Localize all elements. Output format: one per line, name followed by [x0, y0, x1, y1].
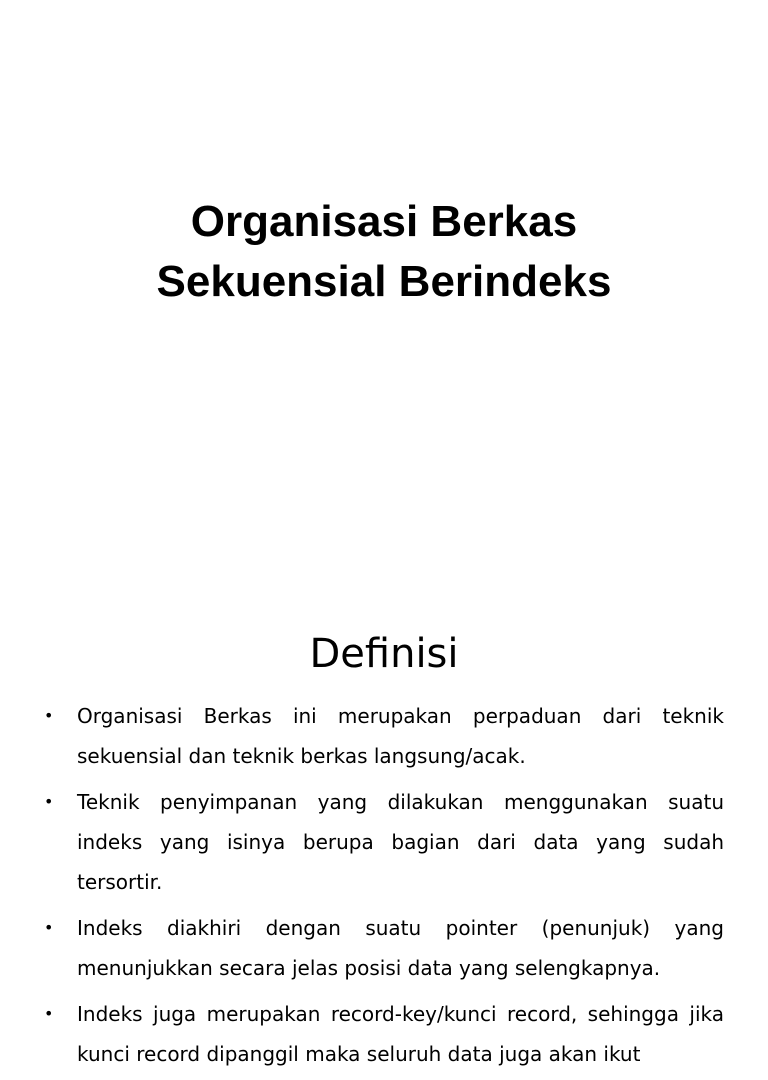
bullet-item-1	[44, 696, 724, 776]
bullet-icon: •	[44, 918, 54, 937]
bullet-text: Organisasi Berkas ini merupakan perpaduan dari teknik sekuensial dan teknik berkas langsung/acak.	[77, 704, 724, 768]
bullet-text: Indeks diakhiri dengan suatu pointer (penunjuk) yang menunjukkan secara jelas posisi data yang selengkapnya.	[77, 916, 724, 980]
bullet-item-2	[44, 782, 724, 902]
bullet-icon: •	[44, 792, 54, 811]
slide-title-line-2: Sekuensial Berindeks	[156, 257, 612, 306]
bullet-text: Indeks juga merupakan record-key/kunci record, sehingga jika kunci record dipanggil maka seluruh data juga akan ikut	[77, 1002, 724, 1066]
bullet-item-4	[44, 994, 724, 1074]
section-heading: Definisi	[309, 631, 459, 677]
slide-title	[0, 192, 768, 312]
bullet-icon: •	[44, 1004, 54, 1023]
slide-title-line-1: Organisasi Berkas	[190, 197, 578, 246]
definition-slide	[0, 576, 768, 1066]
bullet-icon: •	[44, 706, 54, 725]
bullet-list	[44, 696, 724, 1080]
bullet-text: Teknik penyimpanan yang dilakukan menggunakan suatu indeks yang isinya berupa bagian dari data yang sudah tersortir.	[77, 790, 724, 894]
bullet-item-3	[44, 908, 724, 988]
